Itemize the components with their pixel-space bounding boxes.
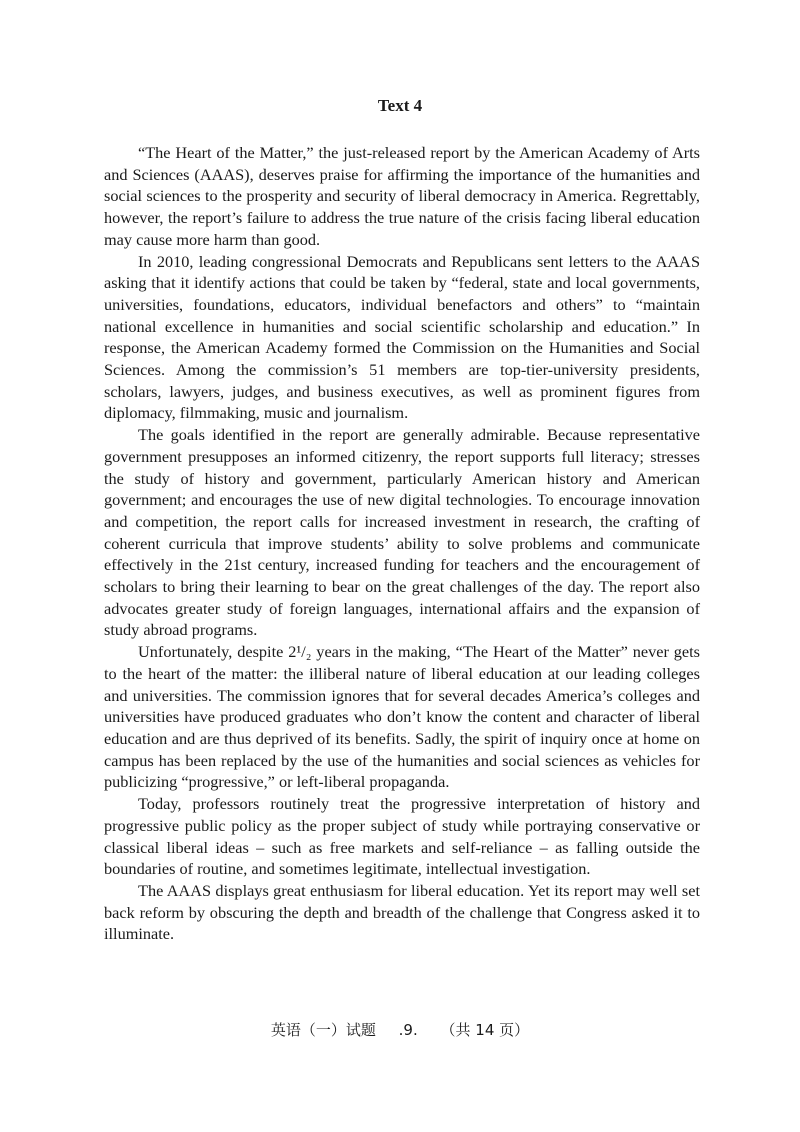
footer-page-number: .9. [398,1021,418,1039]
page-footer [0,1019,800,1040]
paragraph-1: “The Heart of the Matter,” the just-released report by the American Academy of Arts and Sciences (AAAS), deserves praise for affirming the importance of the humanities and social sciences to the prosperity and security of liberal democracy in America. Regrettably, however, the report’s failure to address the true nature of the crisis facing liberal education may cause more harm than good. [104,143,700,249]
paragraph-5: Today, professors routinely treat the progressive interpretation of history and progressive public policy as the proper subject of study while portraying conservative or classical liberal ideas – such as free markets and self-reliance – as falling outside the boundaries of routine, and sometimes legitimate, intellectual investigation. [104,794,700,879]
paragraph-2: In 2010, leading congressional Democrats and Republicans sent letters to the AAAS asking that it identify actions that could be taken by “federal, state and local governments, universities, foundations, educators, individual benefactors and others” to “maintain national excellence in humanities and social scientific scholarship and education.” In response, the American Academy formed the Commission on the Humanities and Social Sciences. Among the commission’s 51 members are top-tier-university presidents, scholars, lawyers, judges, and business executives, as well as prominent figures from diplomacy, filmmaking, music and journalism. [104,251,700,423]
passage-body [104,142,700,945]
paragraph-4: Unfortunately, despite 2¹/₂ years in the making, “The Heart of the Matter” never gets to the heart of the matter: the illiberal nature of liberal education at our leading colleges and universities. The commission ignores that for several decades America’s colleges and universities have produced graduates who don’t know the content and character of liberal education and are thus deprived of its benefits. Sadly, the spirit of inquiry once at home on campus has been replaced by the use of the humanities and social sciences as vehicles for publicizing “progressive,” or left-liberal propaganda. [104,642,700,792]
footer-subject: 英语（一）试题 [270,1021,376,1039]
paragraph-6: The AAAS displays great enthusiasm for liberal education. Yet its report may well set back reform by obscuring the depth and breadth of the challenge that Congress asked it to illuminate. [104,880,700,944]
footer-page-total: （共 14 页） [440,1021,530,1039]
paragraph-3: The goals identified in the report are generally admirable. Because representative government presupposes an informed citizenry, the report supports full literacy; stresses the study of history and government, particularly American history and American government; and encourages the use of new digital technologies. To encourage innovation and competition, the report calls for increased investment in research, the crafting of coherent curricula that improve students’ ability to solve problems and communicate effectively in the 21st century, increased funding for teachers and the encouragement of scholars to bring their learning to bear on the great challenges of the day. The report also advocates greater study of foreign languages, international affairs and the expansion of study abroad programs. [104,425,700,640]
page-title: Text 4 [377,96,423,115]
